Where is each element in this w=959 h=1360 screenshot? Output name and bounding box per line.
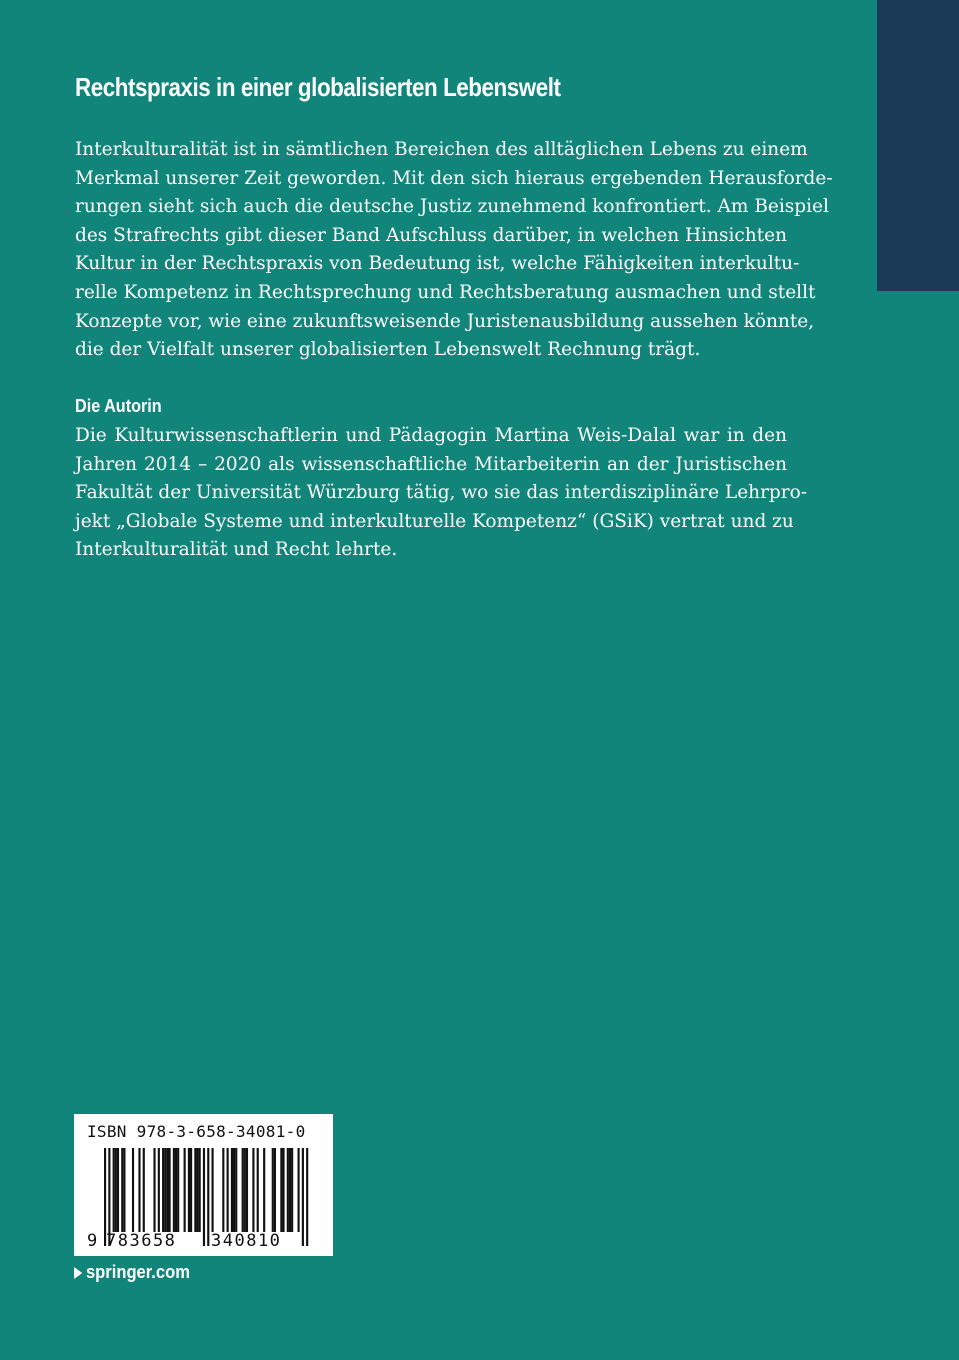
barcode-bar (244, 1148, 246, 1232)
barcode-bar (252, 1148, 254, 1232)
barcode-bar (153, 1148, 155, 1232)
blurb (75, 136, 833, 365)
author-heading: Die Autorin (75, 396, 162, 416)
barcode-bar (194, 1148, 196, 1232)
barcode-bar (177, 1148, 179, 1232)
barcode-bar (199, 1148, 201, 1232)
barcode-bar (190, 1148, 192, 1232)
author-bio-line: Die Kulturwissenschaftlerin und Pädagogin Martina Weis-Dalal war in den (75, 425, 787, 446)
barcode-bar (188, 1148, 190, 1232)
barcode-bar (231, 1148, 233, 1232)
barcode-bar (227, 1148, 229, 1232)
blurb-line: Konzepte vor, wie eine zukunftsweisende Juristenausbildung aussehen könnte, (75, 310, 815, 332)
decorative-side-bar (877, 0, 959, 291)
author-bio (75, 422, 807, 565)
triangle-arrow-icon (74, 1267, 82, 1279)
barcode-bar (272, 1148, 274, 1232)
barcode-bar (242, 1148, 244, 1232)
author-bio-line: Interkulturalität und Recht lehrte. (75, 539, 398, 561)
barcode-bar (121, 1148, 123, 1232)
barcode-bar (175, 1148, 177, 1232)
author-bio-line: jekt „Globale Systeme und interkulturelle Kompetenz“ (GSiK) vertrat und zu (75, 510, 794, 532)
isbn-label: ISBN 978-3-658-34081-0 (87, 1122, 306, 1141)
barcode-bar (246, 1148, 248, 1232)
barcode-bar (287, 1148, 289, 1232)
barcode-bar (169, 1148, 171, 1232)
publisher-link-text: springer.com (85, 1262, 190, 1282)
barcode-left-digits: 783658 (106, 1231, 177, 1251)
barcode-bar (164, 1148, 166, 1232)
publisher-link[interactable] (74, 1262, 190, 1283)
barcode-bar (298, 1148, 300, 1232)
isbn-barcode (74, 1114, 333, 1256)
barcode-bar (113, 1148, 115, 1232)
author-bio-line: Jahren 2014 – 2020 als wissenschaftliche Mitarbeiterin an der Juristischen (75, 453, 787, 475)
blurb-line: rungen sieht sich auch die deutsche Justiz zunehmend konfrontiert. Am Beispiel (75, 196, 829, 218)
barcode-bar (235, 1148, 237, 1232)
barcode-bar (132, 1148, 134, 1232)
barcode-bar (233, 1148, 235, 1232)
blurb-line: Merkmal unserer Zeit geworden. Mit den sich hieraus ergebenden Herausforde- (75, 167, 833, 189)
blurb-line: Kultur in der Rechtspraxis von Bedeutung ist, welche Fähigkeiten interkultu- (75, 253, 800, 275)
barcode-bar (222, 1148, 224, 1232)
barcode-bar (138, 1148, 140, 1232)
barcode-bar (282, 1148, 284, 1232)
barcode-first-digit: 9 (87, 1231, 98, 1251)
barcode-bar (158, 1148, 160, 1232)
barcode-bar (173, 1148, 175, 1232)
blurb-line: die der Vielfalt unserer globalisierten Lebenswelt Rechnung trägt. (75, 339, 701, 361)
barcode-bar (123, 1148, 125, 1232)
book-title: Rechtspraxis in einer globalisierten Lebenswelt (75, 72, 561, 102)
barcode-bar (196, 1148, 198, 1232)
author-bio-line: Fakultät der Universität Würzburg tätig, wo sie das interdisziplinäre Lehrpro- (75, 482, 807, 504)
barcode-bar (291, 1148, 293, 1232)
barcode-bar (166, 1148, 168, 1232)
barcode-bar (289, 1148, 291, 1232)
barcode-bar (257, 1148, 259, 1232)
barcode-bar (184, 1148, 186, 1232)
barcode-bar (274, 1148, 276, 1232)
barcode-bar (117, 1148, 119, 1232)
barcode-bar (212, 1148, 214, 1232)
barcode-bar (162, 1148, 164, 1232)
blurb-line: Interkulturalität ist in sämtlichen Bereichen des alltäglichen Lebens zu einem (75, 139, 808, 160)
blurb-line: des Strafrechts gibt dieser Band Aufschluss darüber, in welchen Hinsichten (75, 224, 787, 246)
barcode-bar (263, 1148, 265, 1232)
barcode-bar (280, 1148, 282, 1232)
barcode-right-digits: 340810 (211, 1231, 282, 1251)
blurb-line: relle Kompetenz in Rechtsprechung und Rechtsberatung ausmachen und stellt (75, 281, 816, 303)
barcode-digits (74, 1231, 333, 1251)
barcode-bar (143, 1148, 145, 1232)
barcode-bar (115, 1148, 117, 1232)
